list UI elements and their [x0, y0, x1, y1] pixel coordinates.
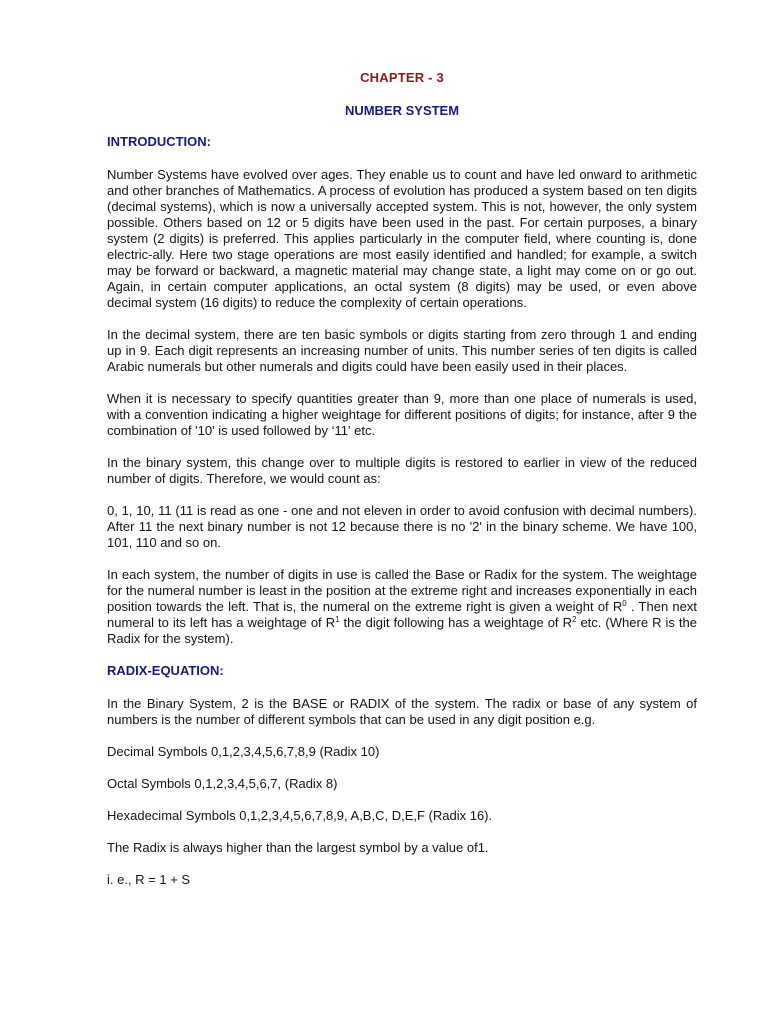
p6-text-2: . Then next numeral to its left has a weightage of R — [107, 599, 697, 630]
document-title: NUMBER SYSTEM — [344, 103, 460, 118]
p6-superscript-1: 1 — [335, 615, 340, 624]
intro-paragraph-5: 0, 1, 10, 11 (11 is read as one - one and not eleven in order to avoid confusion with decimal numbers). After 11 the next binary number is not 12 because there is no '2' in the binary scheme. We have 100, 101, 110 and so on. — [107, 503, 697, 550]
document-page — [107, 70, 697, 904]
intro-paragraph-4: In the binary system, this change over to multiple digits is restored to earlier in view of the reduced number of digits. Therefore, we would count as: — [107, 455, 697, 486]
intro-paragraph-3: When it is necessary to specify quantities greater than 9, more than one place of numerals is used, with a convention indicating a higher weightage for different positions of digits; for instance, after 9 the combination of '10' is used followed by ‘11' etc. — [107, 391, 697, 438]
p6-superscript-0: 0 — [622, 599, 627, 608]
introduction-heading: INTRODUCTION: — [107, 134, 211, 149]
radix-equation-line: i. e., R = 1 + S — [107, 872, 191, 887]
p6-text-4: etc. (Where R is the Radix for the system). — [107, 615, 697, 646]
chapter-label: CHAPTER - 3 — [360, 70, 444, 85]
radix-rule-line: The Radix is always higher than the largest symbol by a value of1. — [107, 840, 489, 855]
radix-paragraph-1: In the Binary System, 2 is the BASE or RADIX of the system. The radix or base of any system of numbers is the number of different symbols that can be used in any digit position e.g. — [107, 696, 697, 727]
intro-paragraph-1: Number Systems have evolved over ages. They enable us to count and have led onward to arithmetic and other branches of Mathematics. A process of evolution has produced a system based on ten digits (decimal systems), which is now a universally accepted system. This is not, however, the only system possible. Others based on 12 or 5 digits have been used in the past. For certain purposes, a binary system (2 digits) is preferred. This applies particularly in the computer field, where counting is, done electric-ally. Here two stage operations are most easily identified and handled; for example, a switch may be forward or backward, a magnetic material may change state, a light may come on or go out. Again, in certain computer applications, an octal system (8 digits) may be used, or even above decimal system (16 digits) to reduce the complexity of certain operations. — [107, 167, 697, 310]
octal-symbols-line: Octal Symbols 0,1,2,3,4,5,6,7, (Radix 8) — [107, 776, 338, 791]
intro-paragraph-2: In the decimal system, there are ten basic symbols or digits starting from zero through 1 and ending up in 9. Each digit represents an increasing number of units. This number series of ten digits is called Arabic numerals but other numerals and digits could have been easily used in their places. — [107, 327, 697, 374]
p6-superscript-2: 2 — [571, 615, 577, 624]
radix-equation-heading: RADIX-EQUATION: — [107, 663, 224, 678]
hexadecimal-symbols-line: Hexadecimal Symbols 0,1,2,3,4,5,6,7,8,9, A,B,C, D,E,F (Radix 16). — [107, 808, 493, 823]
p6-text-1: In each system, the number of digits in use is called the Base or Radix for the system. The weightage for the numeral number is least in the position at the extreme right and increases exponentially in each position towards the left. That is, the numeral on the extreme right is given a weight of R — [107, 567, 697, 614]
decimal-symbols-line: Decimal Symbols 0,1,2,3,4,5,6,7,8,9 (Radix 10) — [107, 744, 380, 759]
p6-text-3: the digit following has a weightage of R — [339, 615, 572, 630]
intro-paragraph-6 — [107, 567, 697, 647]
